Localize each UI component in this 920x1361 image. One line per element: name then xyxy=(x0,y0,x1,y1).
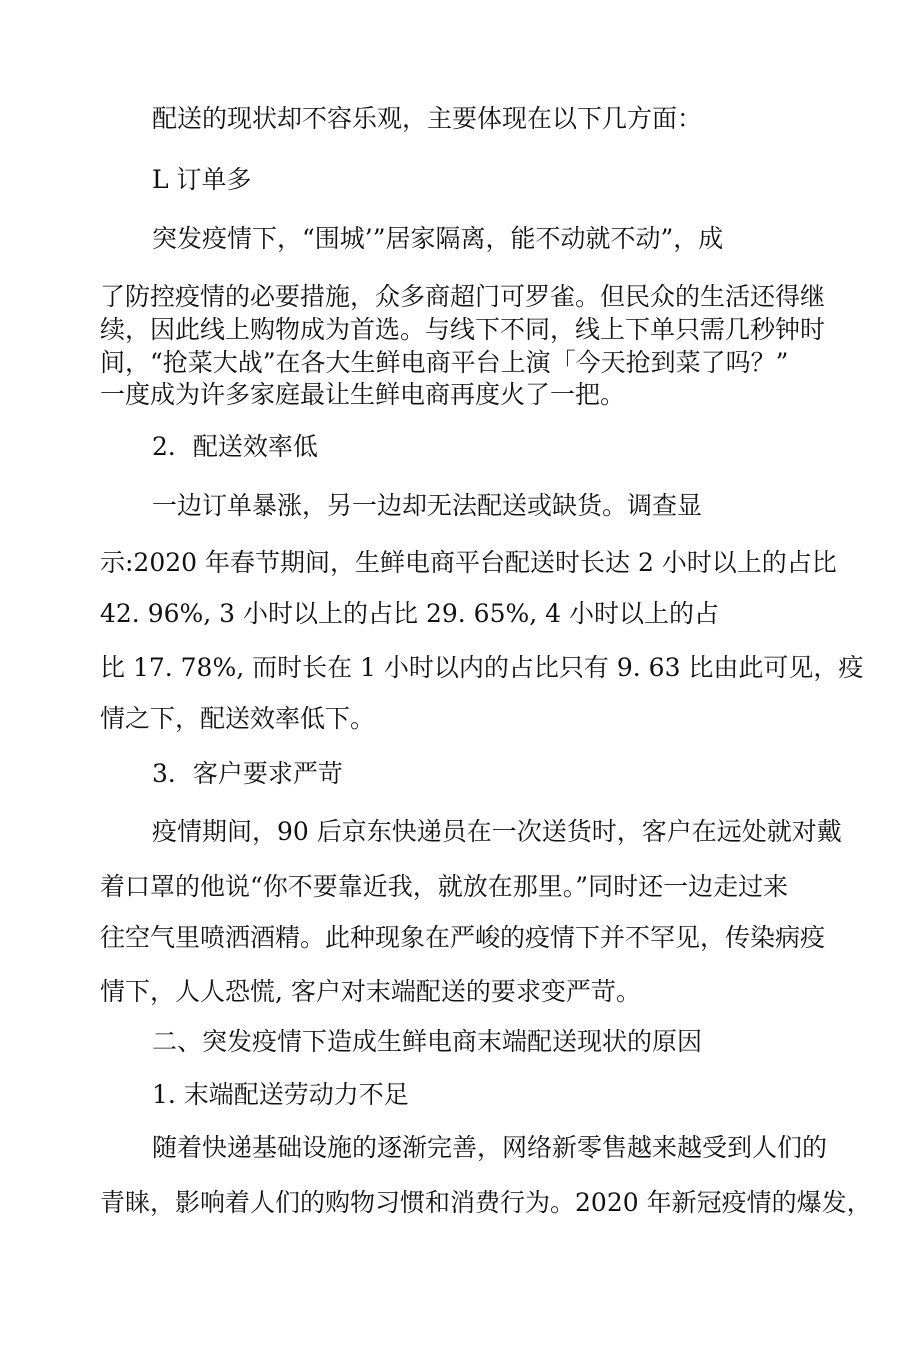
paragraph-intro-line: 配送的现状却不容乐观，主要体现在以下几方面： xyxy=(152,104,703,133)
paragraph-line: 往空气里喷洒酒精。此种现象在严峻的疫情下并不罕见，传染病疫 xyxy=(100,923,826,952)
paragraph-line: 疫情期间，90 后京东快递员在一次送货时，客户在远处就对戴 xyxy=(152,817,842,846)
paragraph-line: 着口罩的他说“你不要靠近我，就放在那里。”同时还一边走过来 xyxy=(100,872,789,901)
paragraph-line: 42. 96%, 3 小时以上的占比 29. 65%, 4 小时以上的占 xyxy=(100,599,719,628)
paragraph-line: 随着快递基础设施的逐渐完善，网络新零售越来越受到人们的 xyxy=(152,1133,828,1162)
paragraph-line: 情下，人人恐慌, 客户对末端配送的要求变严苛。 xyxy=(100,977,641,1006)
heading-orders-many: L 订单多 xyxy=(152,165,252,194)
paragraph-line: 比 17. 78%, 而时长在 1 小时以内的占比只有 9. 63 比由此可见，疫 xyxy=(100,653,864,682)
paragraph-line: 续，因此线上购物成为首选。与线下不同，线上下单只需几秒钟时 xyxy=(100,315,826,344)
paragraph-line: 青睐，影响着人们的购物习惯和消费行为。2020 年新冠疫情的爆发， xyxy=(100,1188,872,1217)
paragraph-line: 示:2020 年春节期间，生鲜电商平台配送时长达 2 小时以上的占比 xyxy=(100,548,837,577)
paragraph-line: 间，“抢菜大战”在各大生鲜电商平台上演「今天抢到菜了吗？” xyxy=(100,348,789,377)
paragraph-line: 情之下，配送效率低下。 xyxy=(100,704,376,733)
section-heading-causes: 二、突发疫情下造成生鲜电商末端配送现状的原因 xyxy=(152,1027,703,1056)
paragraph-line: 突发疫情下，“围城’”居家隔离，能不动就不动”，成 xyxy=(152,224,724,253)
paragraph-line: 一度成为许多家庭最让生鲜电商再度火了一把。 xyxy=(100,380,626,409)
paragraph-line: 一边订单暴涨，另一边却无法配送或缺货。调查显 xyxy=(152,491,703,520)
paragraph-line: 了防控疫情的必要措施，众多商超门可罗雀。但民众的生活还得继 xyxy=(100,282,826,311)
heading-labor-shortage: 1. 末端配送劳动力不足 xyxy=(152,1080,409,1109)
heading-delivery-efficiency: 2．配送效率低 xyxy=(152,432,318,461)
heading-customer-demands: 3．客户要求严苛 xyxy=(152,759,343,788)
